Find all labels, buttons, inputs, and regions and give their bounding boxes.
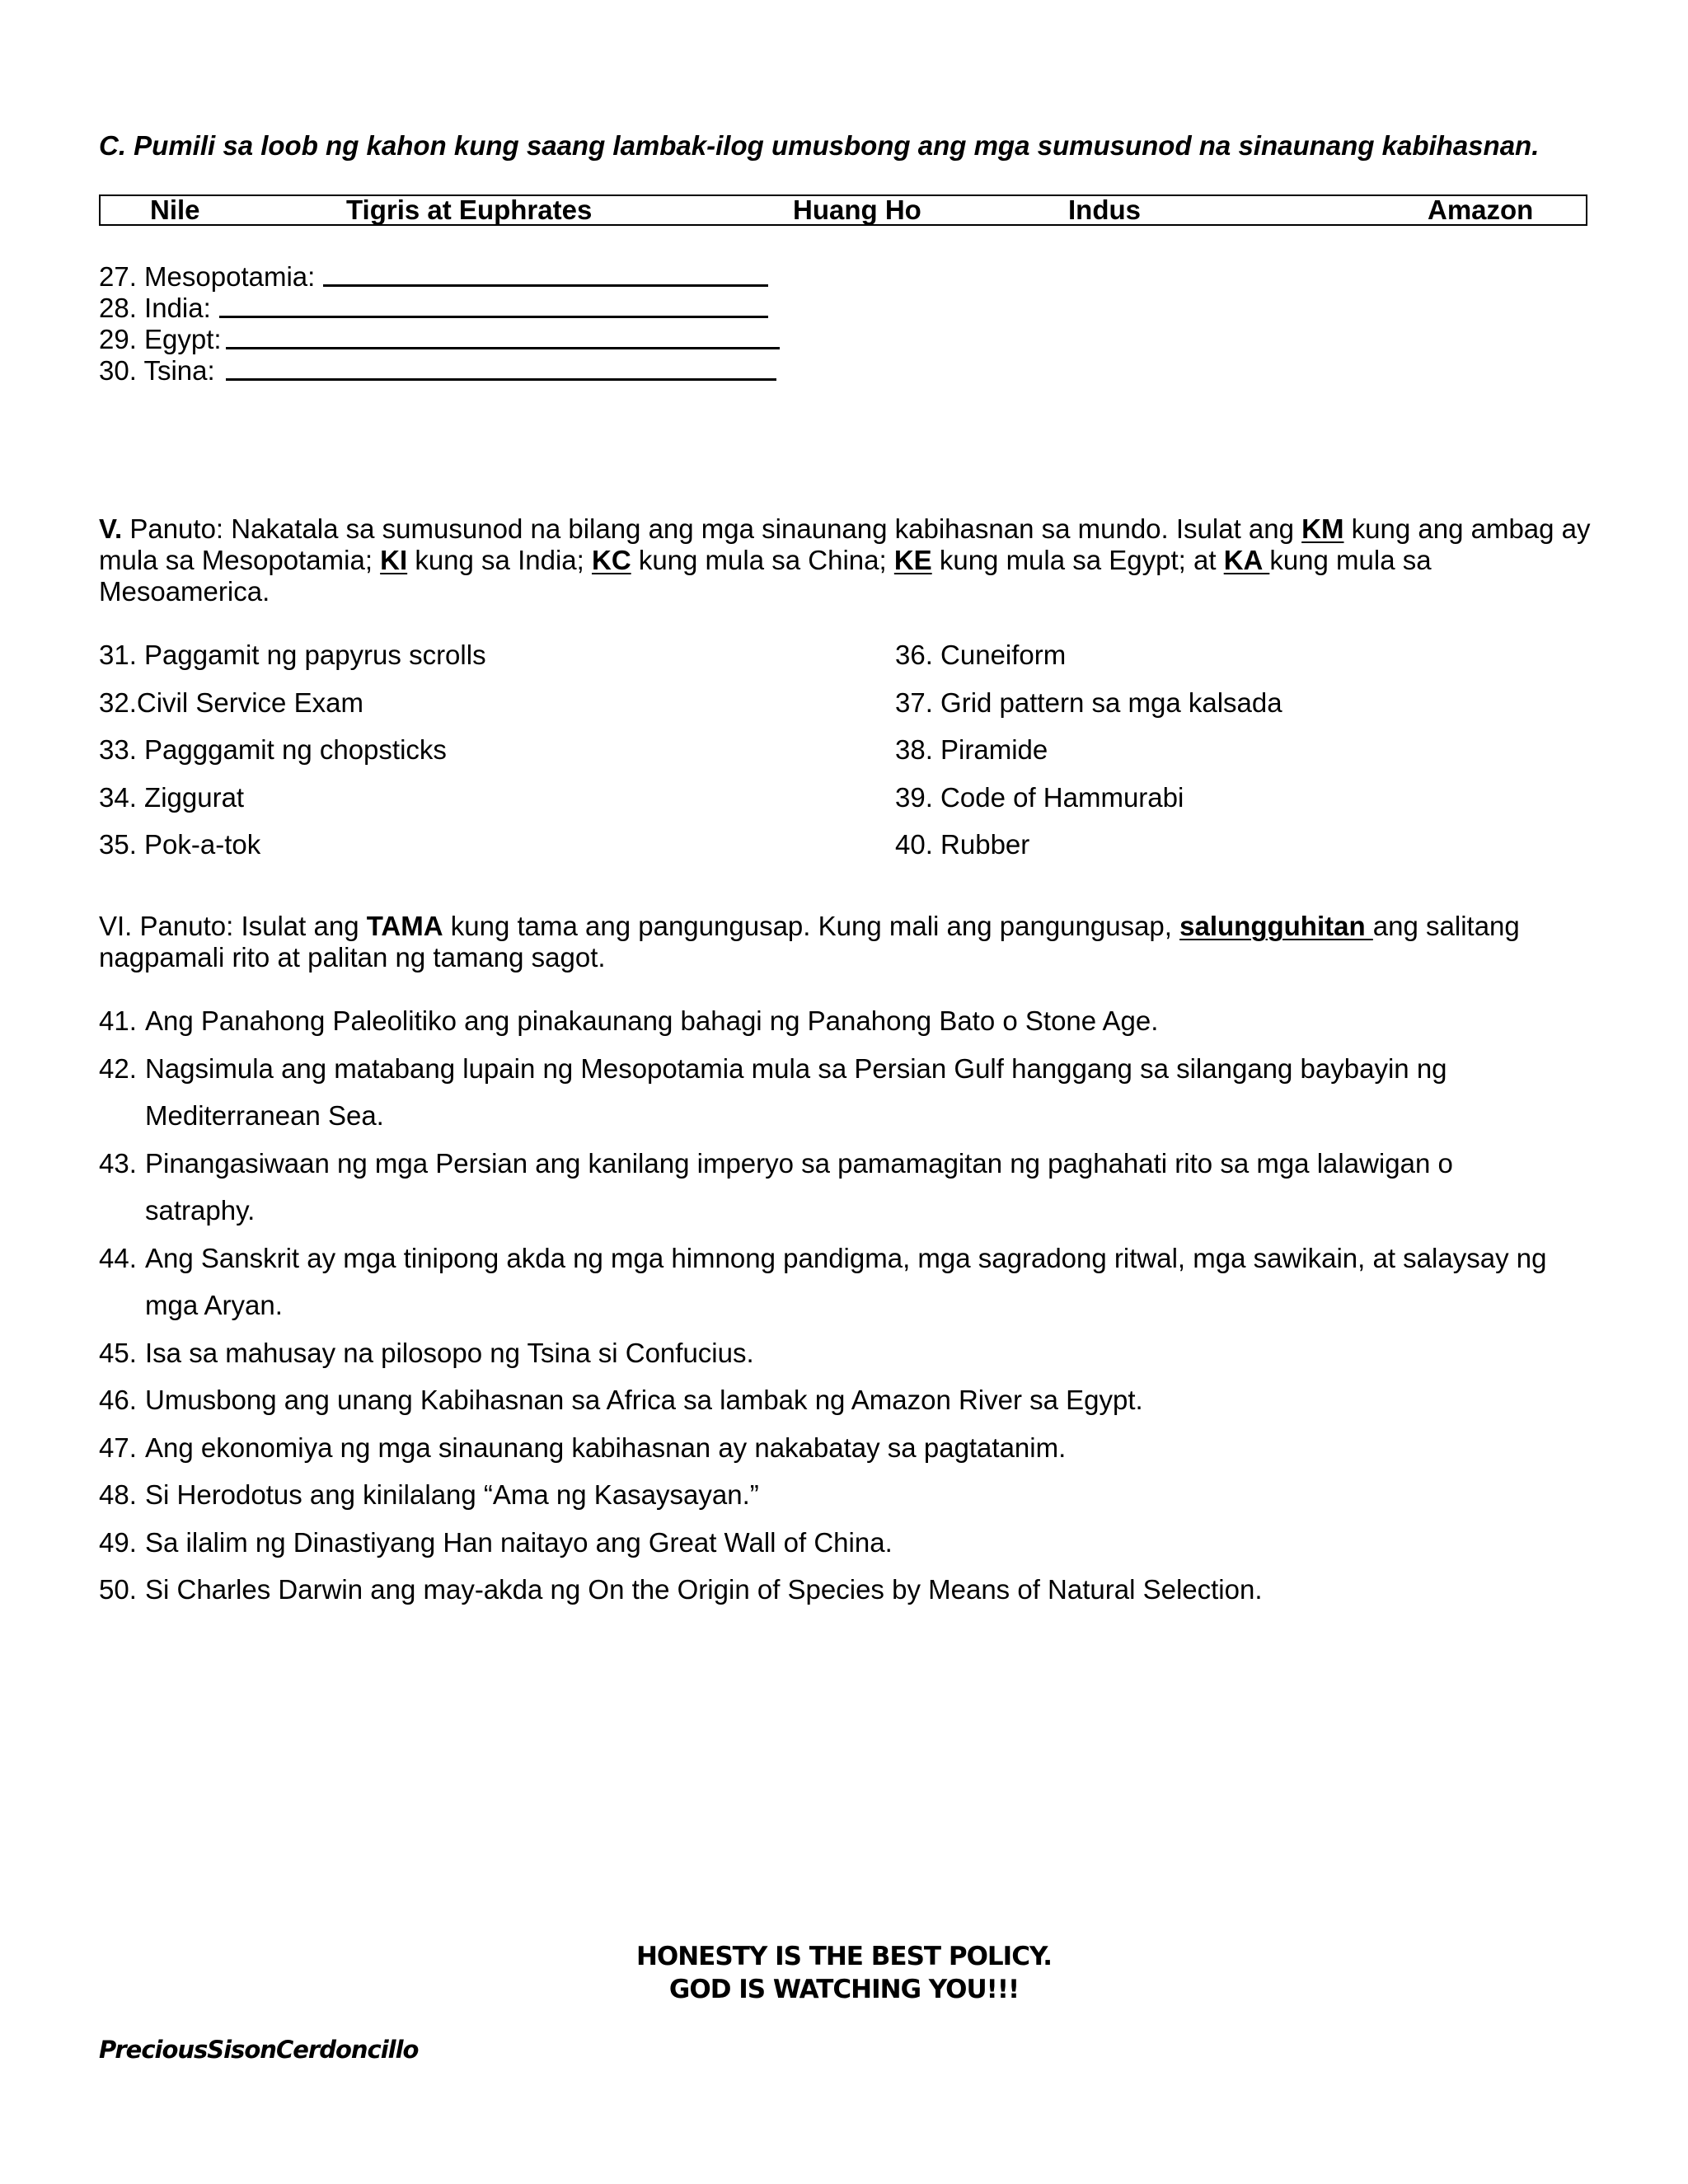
list-item: [99, 1376, 1591, 1424]
list-item: 36. Cuneiform: [895, 640, 1067, 670]
keyword-tama: TAMA: [366, 911, 443, 941]
item-28-label: 28. India:: [99, 293, 211, 323]
item-29-answer-line[interactable]: [226, 347, 780, 349]
list-item: 32.Civil Service Exam: [99, 687, 363, 718]
section-vi-text-2: kung tama ang pangungusap. Kung mali ang pangungusap,: [443, 911, 1180, 941]
item-27-label: 27. Mesopotamia:: [99, 261, 316, 292]
section-vi-instructions: [99, 911, 1591, 973]
section-v-text-4: kung mula sa China;: [631, 545, 894, 575]
item-text: Sa ilalim ng Dinastiyang Han naitayo ang Great Wall of China.: [145, 1526, 893, 1558]
section-vi-text-3: ang salitang nagpamali rito at palitan ng tamang sagot.: [99, 911, 1520, 972]
choice-nile: Nile: [150, 194, 200, 225]
list-item: [99, 997, 1591, 1045]
item-text-continued: satraphy.: [145, 1195, 256, 1226]
section-v-text-1: Panuto: Nakatala sa sumusunod na bilang ang mga sinaunang kabihasnan sa mundo. Isulat ang: [122, 513, 1302, 544]
item-text: Isa sa mahusay na pilosopo ng Tsina si Confucius.: [145, 1337, 754, 1368]
list-item: 37. Grid pattern sa mga kalsada: [895, 687, 1282, 718]
item-number: 41.: [99, 1005, 137, 1036]
list-item: [99, 1045, 1591, 1140]
list-item: [99, 1140, 1591, 1235]
item-30-answer-line[interactable]: [226, 378, 776, 381]
true-false-list: [99, 997, 1591, 1614]
list-item: 31. Paggamit ng papyrus scrolls: [99, 640, 486, 670]
item-text: Si Herodotus ang kinilalang “Ama ng Kasaysayan.”: [145, 1479, 759, 1510]
list-item: 35. Pok-a-tok: [99, 829, 261, 860]
list-item: 38. Piramide: [895, 734, 1048, 765]
choices-box: [99, 194, 1587, 226]
item-number: 50.: [99, 1574, 137, 1605]
code-km: KM: [1301, 513, 1344, 544]
list-item: [99, 1471, 1591, 1519]
list-item: 34. Ziggurat: [99, 782, 245, 813]
list-item: [99, 1329, 1591, 1377]
item-text: Nagsimula ang matabang lupain ng Mesopotamia mula sa Persian Gulf hanggang sa silangang baybayin ng: [145, 1052, 1447, 1084]
code-kc: KC: [591, 545, 631, 575]
author-credit: PreciousSisonCerdoncillo: [99, 2036, 419, 2064]
section-v-text-3: kung sa India;: [407, 545, 592, 575]
item-number: 47.: [99, 1432, 137, 1463]
item-number: 49.: [99, 1526, 137, 1558]
section-v-text-5: kung mula sa Egypt; at: [931, 545, 1224, 575]
choice-indus: Indus: [1068, 194, 1141, 225]
list-item: 39. Code of Hammurabi: [895, 782, 1184, 813]
item-number: 42.: [99, 1052, 137, 1084]
choice-amazon: Amazon: [1428, 194, 1534, 225]
code-ka: KA: [1223, 545, 1270, 575]
item-text: Ang ekonomiya ng mga sinaunang kabihasnan ay nakabatay sa pagtatanim.: [145, 1432, 1067, 1463]
list-item: [99, 1424, 1591, 1472]
section-vi-text-1: VI. Panuto: Isulat ang: [99, 911, 367, 941]
section-v-text-6: kung mula sa Mesoamerica.: [99, 545, 1432, 607]
keyword-salungguhitan: salungguhitan: [1179, 911, 1373, 941]
item-text-continued: mga Aryan.: [145, 1290, 283, 1320]
item-30-label: 30. Tsina:: [99, 355, 215, 386]
code-ke: KE: [893, 545, 932, 575]
item-number: 44.: [99, 1242, 137, 1273]
choice-tigris-euphrates: Tigris at Euphrates: [346, 194, 593, 225]
item-text: Si Charles Darwin ang may-akda ng On the Origin of Species by Means of Natural Selection.: [145, 1574, 1263, 1605]
item-number: 48.: [99, 1479, 137, 1510]
section-c-heading: C. Pumili sa loob ng kahon kung saang lambak-ilog umusbong ang mga sumusunod na sinaunang kabihasnan.: [99, 130, 1540, 161]
list-item: 40. Rubber: [895, 829, 1030, 860]
item-29-label: 29. Egypt:: [99, 324, 222, 354]
motto-line-2: GOD IS WATCHING YOU!!!: [668, 1975, 1020, 2004]
motto-line-1: HONESTY IS THE BEST POLICY.: [635, 1942, 1053, 1971]
item-text: Ang Sanskrit ay mga tinipong akda ng mga himnong pandigma, mga sagradong ritwal, mga sawikain, at salaysay ng: [145, 1242, 1547, 1273]
choice-huang-ho: Huang Ho: [793, 194, 921, 225]
section-v-text-2: kung ang ambag ay mula sa Mesopotamia;: [99, 513, 1591, 575]
section-v-number: V.: [99, 513, 123, 544]
item-text: Pinangasiwaan ng mga Persian ang kanilang imperyo sa pamamagitan ng paghahati rito sa mga lalawigan o: [145, 1147, 1453, 1179]
list-item: [99, 1566, 1591, 1614]
item-number: 43.: [99, 1147, 137, 1179]
item-number: 46.: [99, 1385, 137, 1415]
section-v-instructions: [99, 513, 1591, 607]
item-text-continued: Mediterranean Sea.: [145, 1100, 384, 1131]
item-28-answer-line[interactable]: [219, 316, 768, 318]
list-item: 33. Pagggamit ng chopsticks: [99, 734, 447, 765]
code-ki: KI: [380, 545, 408, 575]
item-number: 45.: [99, 1337, 137, 1368]
item-text: Ang Panahong Paleolitiko ang pinakaunang bahagi ng Panahong Bato o Stone Age.: [145, 1005, 1159, 1036]
list-item: [99, 1235, 1591, 1329]
item-text: Umusbong ang unang Kabihasnan sa Africa sa lambak ng Amazon River sa Egypt.: [145, 1385, 1143, 1415]
item-27-answer-line[interactable]: [323, 284, 768, 287]
list-item: [99, 1519, 1591, 1567]
